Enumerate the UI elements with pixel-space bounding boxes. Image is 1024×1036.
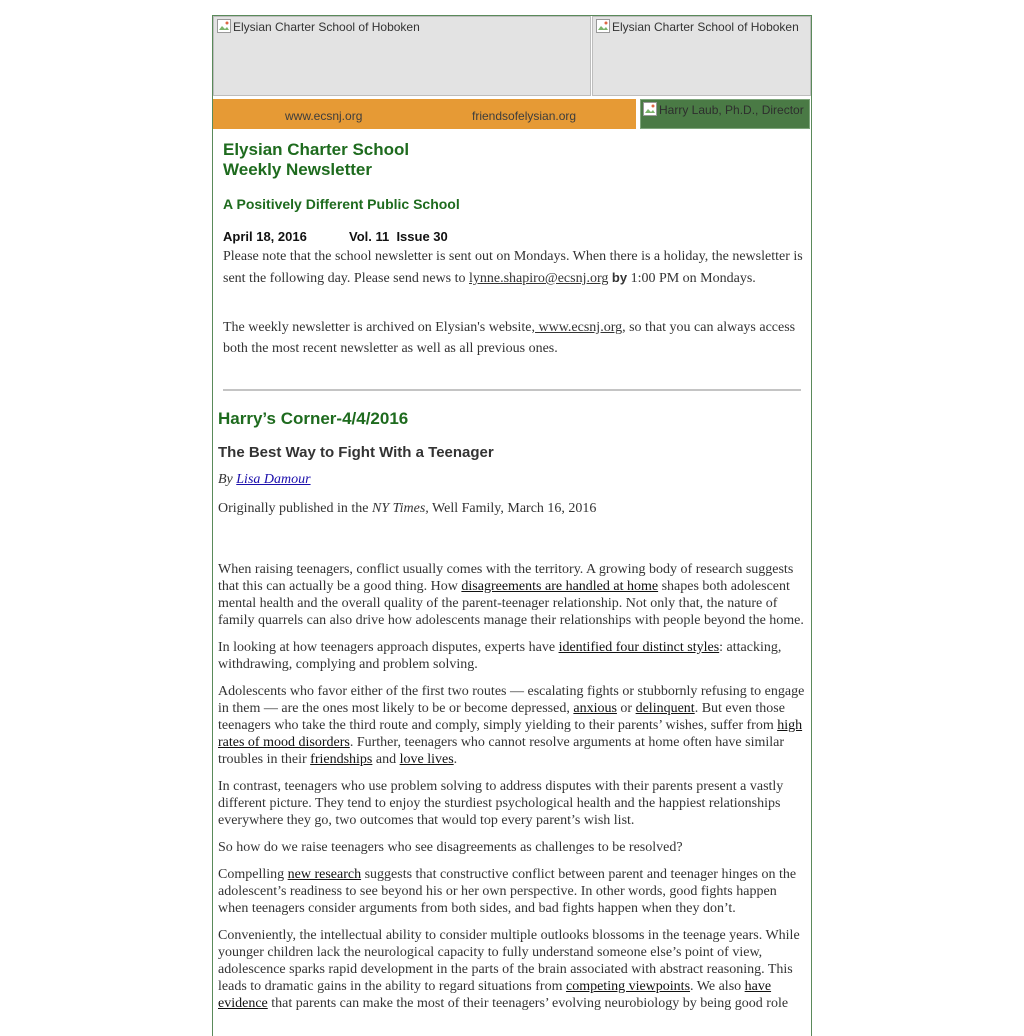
have-evidence-link[interactable]: have evidence — [218, 979, 772, 1011]
delinquent-link[interactable]: delinquent — [635, 701, 695, 716]
newsletter-frame — [212, 15, 812, 1036]
article-paragraph: In contrast, teenagers who use problem solving to address disputes with their parents present a vastly different picture. They tend to enjoy the sturdiest psychological health and the happiest relationships everywhere they go, two outcomes that would top every parent’s wish list. — [218, 779, 784, 828]
article-headline: The Best Way to Fight With a Teenager — [218, 444, 494, 461]
text: Compelling — [218, 867, 288, 882]
title-line-1: Elysian Charter School — [223, 140, 410, 159]
school-website-link[interactable]: www.ecsnj.org — [285, 109, 363, 123]
issue-dateline — [223, 229, 448, 244]
anxious-link[interactable]: anxious — [573, 701, 617, 716]
issue-date: April 18, 2016 — [223, 229, 307, 244]
section-divider — [223, 389, 801, 391]
archive-website-link[interactable]: www.ecsnj.org — [535, 320, 623, 335]
text: . We also — [690, 979, 745, 994]
news-email-link[interactable]: lynne.shapiro@ecsnj.org — [469, 271, 609, 286]
byline — [218, 472, 311, 488]
director-alt: Harry Laub, Ph.D., Director — [659, 103, 804, 117]
publication-info — [218, 501, 596, 517]
text: that parents can make the most of their teenagers’ evolving neurobiology by being good role — [267, 996, 789, 1011]
by-label: By — [218, 472, 237, 487]
article-body — [218, 561, 808, 1022]
archive-note — [223, 317, 803, 359]
section-title: Harry’s Corner-4/4/2016 — [218, 409, 409, 428]
published-prefix: Originally published in the — [218, 501, 372, 516]
newsletter-title — [223, 140, 409, 180]
submission-note — [223, 246, 803, 289]
text: In looking at how teenagers approach disputes, experts have — [218, 640, 559, 655]
banner-image-left — [213, 16, 591, 96]
text: shapes both adolescent mental health and the overall quality of the parent-teenager relationship. Not only that, the nature of family quarrels can also drive how adolescents manage their relationships with people beyond the home. — [218, 579, 804, 628]
tagline: A Positively Different Public School — [223, 196, 460, 212]
text: and — [372, 752, 400, 767]
text: . But even those teenagers who take the third route and comply, simply yielding to their parents’ wishes, suffer from — [218, 701, 785, 733]
published-suffix: Well Family, March 16, 2016 — [428, 501, 597, 516]
broken-image-icon — [596, 19, 610, 33]
text: . Further, teenagers who cannot resolve arguments at home often have similar troubles in their — [218, 735, 785, 767]
banner-left-alt: Elysian Charter School of Hoboken — [233, 20, 420, 34]
article-paragraph — [218, 639, 808, 673]
text: . — [453, 752, 458, 767]
four-styles-link[interactable]: identified four distinct styles — [558, 640, 720, 655]
article-paragraph — [218, 866, 808, 917]
mood-disorders-link[interactable]: high rates of mood disorders — [218, 718, 803, 750]
text: When raising teenagers, conflict usually comes with the territory. A growing body of research suggests that this can actually be a good thing. How — [218, 562, 794, 594]
text: : attacking, withdrawing, complying and problem solving. — [218, 640, 782, 672]
text: or — [616, 701, 636, 716]
broken-image-icon — [643, 102, 657, 116]
article-paragraph — [218, 561, 808, 629]
new-research-link[interactable]: new research — [287, 867, 362, 882]
friendships-link[interactable]: friendships — [310, 752, 373, 767]
article-paragraph: So how do we raise teenagers who see disagreements as challenges to be resolved? — [218, 840, 683, 855]
director-image — [640, 99, 810, 129]
title-line-2: Weekly Newsletter — [223, 160, 372, 179]
author-link[interactable]: Lisa Damour — [236, 472, 311, 487]
banner-image-right — [592, 16, 811, 96]
note-text-2: 1:00 PM on Mondays. — [627, 271, 756, 286]
banner-right-alt: Elysian Charter School of Hoboken — [612, 20, 799, 34]
note-by: by — [611, 270, 628, 285]
friends-website-link[interactable]: friendsofelysian.org — [472, 109, 577, 123]
article-paragraph — [218, 683, 808, 768]
broken-image-icon — [217, 19, 231, 33]
archive-text-2: , so that you can always access both the most recent newsletter as well as all previous ones. — [223, 320, 796, 356]
competing-viewpoints-link[interactable]: competing viewpoints — [565, 979, 691, 994]
issue-volume: Vol. 11 Issue 30 — [349, 229, 448, 244]
text: suggests that constructive conflict between parent and teenager hinges on the adolescent’s readiness to see beyond his or her own perspective. In other words, good fights happen when teenagers consider arguments from both sides, and bad fights happen when they don’t. — [218, 867, 797, 916]
archive-text: The weekly newsletter is archived on Elysian's website, — [223, 320, 535, 335]
text: Adolescents who favor either of the first two routes — escalating fights or stubbornly refusing to engage in them — are the ones most likely to be or become depressed, — [218, 684, 805, 716]
link-bar — [213, 99, 636, 129]
text: Conveniently, the intellectual ability to consider multiple outlooks blossoms in the teenage years. While younger children lack the neurological capacity to fully understand someone else’s point of view, adolescence sparks rapid development in the parts of the brain associated with abstract reasoning. This leads to dramatic gains in the ability to regard situations from — [218, 928, 800, 994]
disagreements-link[interactable]: disagreements are handled at home — [461, 579, 659, 594]
publication-name: NY Times, — [371, 501, 429, 516]
love-lives-link[interactable]: love lives — [399, 752, 454, 767]
note-text: Please note that the school newsletter is sent out on Mondays. When there is a holiday, the newsletter is sent the following day. Please send news to — [223, 249, 803, 286]
article-paragraph — [218, 927, 808, 1012]
